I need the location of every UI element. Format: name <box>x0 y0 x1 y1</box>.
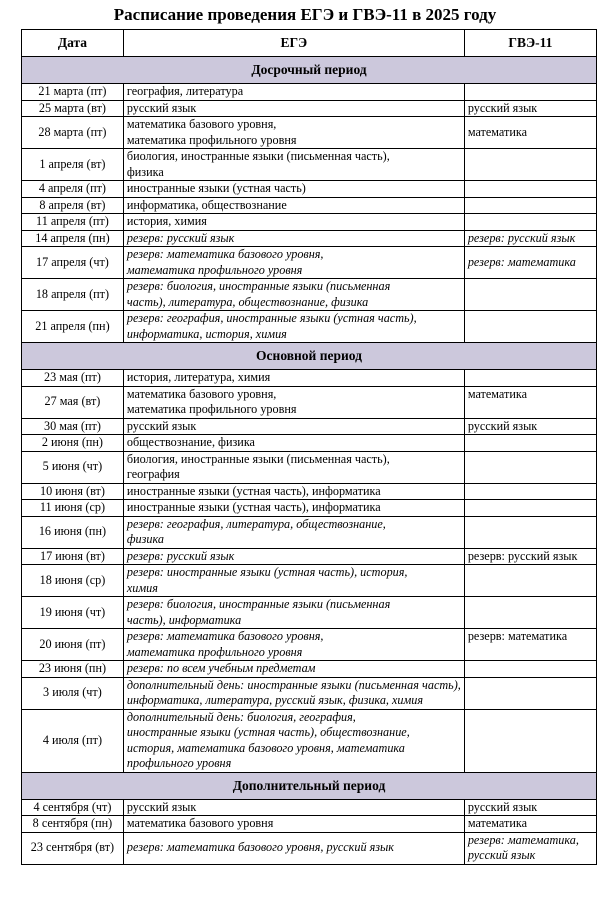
gve-cell <box>464 311 596 343</box>
period-header-row <box>22 772 597 799</box>
date-cell: 21 марта (пт) <box>22 84 124 101</box>
ege-cell: дополнительный день: иностранные языки (письменная часть), информатика, литература, русский язык, физика, химия <box>123 677 464 709</box>
date-cell: 11 июня (ср) <box>22 500 124 517</box>
ege-cell: математика базового уровня, математика профильного уровня <box>123 117 464 149</box>
ege-cell: резерв: русский язык <box>123 548 464 565</box>
date-cell: 19 июня (чт) <box>22 597 124 629</box>
header-ege: ЕГЭ <box>123 30 464 57</box>
ege-cell: резерв: русский язык <box>123 230 464 247</box>
date-cell: 18 июня (ср) <box>22 565 124 597</box>
date-cell: 2 июня (пн) <box>22 435 124 452</box>
ege-cell: резерв: биология, иностранные языки (письменная часть), информатика <box>123 597 464 629</box>
table-row <box>22 483 597 500</box>
gve-cell <box>464 677 596 709</box>
table-row <box>22 84 597 101</box>
gve-cell: русский язык <box>464 799 596 816</box>
table-row <box>22 799 597 816</box>
ege-cell: информатика, обществознание <box>123 197 464 214</box>
gve-cell: резерв: русский язык <box>464 230 596 247</box>
date-cell: 27 мая (вт) <box>22 386 124 418</box>
date-cell: 4 сентября (чт) <box>22 799 124 816</box>
ege-cell: русский язык <box>123 100 464 117</box>
ege-cell: обществознание, физика <box>123 435 464 452</box>
gve-cell: русский язык <box>464 418 596 435</box>
ege-cell: русский язык <box>123 418 464 435</box>
period-title: Дополнительный период <box>22 772 597 799</box>
table-row <box>22 832 597 864</box>
date-cell: 28 марта (пт) <box>22 117 124 149</box>
ege-cell: иностранные языки (устная часть), информатика <box>123 500 464 517</box>
gve-cell <box>464 435 596 452</box>
date-cell: 10 июня (вт) <box>22 483 124 500</box>
date-cell: 17 апреля (чт) <box>22 247 124 279</box>
table-row <box>22 709 597 772</box>
gve-cell <box>464 181 596 198</box>
gve-cell <box>464 197 596 214</box>
date-cell: 30 мая (пт) <box>22 418 124 435</box>
ege-cell: резерв: биология, иностранные языки (письменная часть), литература, обществознание, физика <box>123 279 464 311</box>
date-cell: 21 апреля (пн) <box>22 311 124 343</box>
ege-cell: иностранные языки (устная часть) <box>123 181 464 198</box>
period-header-row <box>22 57 597 84</box>
date-cell: 16 июня (пн) <box>22 516 124 548</box>
ege-cell: история, химия <box>123 214 464 231</box>
date-cell: 23 сентября (вт) <box>22 832 124 864</box>
date-cell: 25 марта (вт) <box>22 100 124 117</box>
table-row <box>22 370 597 387</box>
gve-cell <box>464 483 596 500</box>
gve-cell <box>464 451 596 483</box>
table-row <box>22 597 597 629</box>
gve-cell <box>464 214 596 231</box>
date-cell: 17 июня (вт) <box>22 548 124 565</box>
table-row <box>22 197 597 214</box>
gve-cell <box>464 500 596 517</box>
date-cell: 14 апреля (пн) <box>22 230 124 247</box>
date-cell: 4 апреля (пт) <box>22 181 124 198</box>
header-date: Дата <box>22 30 124 57</box>
ege-cell: математика базового уровня, математика профильного уровня <box>123 386 464 418</box>
table-row <box>22 418 597 435</box>
table-row <box>22 181 597 198</box>
table-row <box>22 500 597 517</box>
ege-cell: резерв: по всем учебным предметам <box>123 661 464 678</box>
ege-cell: русский язык <box>123 799 464 816</box>
gve-cell: математика <box>464 386 596 418</box>
table-row <box>22 548 597 565</box>
table-row <box>22 565 597 597</box>
gve-cell <box>464 279 596 311</box>
gve-cell: русский язык <box>464 100 596 117</box>
header-row <box>22 30 597 57</box>
table-row <box>22 629 597 661</box>
table-row <box>22 435 597 452</box>
date-cell: 8 сентября (пн) <box>22 816 124 833</box>
gve-cell: математика <box>464 816 596 833</box>
table-row <box>22 816 597 833</box>
ege-cell: история, литература, химия <box>123 370 464 387</box>
table-row <box>22 247 597 279</box>
table-row <box>22 386 597 418</box>
table-row <box>22 661 597 678</box>
table-row <box>22 149 597 181</box>
gve-cell: резерв: математика <box>464 247 596 279</box>
gve-cell: математика <box>464 117 596 149</box>
date-cell: 1 апреля (вт) <box>22 149 124 181</box>
gve-cell <box>464 149 596 181</box>
date-cell: 5 июня (чт) <box>22 451 124 483</box>
gve-cell <box>464 565 596 597</box>
table-row <box>22 451 597 483</box>
ege-cell: математика базового уровня <box>123 816 464 833</box>
gve-cell: резерв: математика, русский язык <box>464 832 596 864</box>
gve-cell <box>464 370 596 387</box>
date-cell: 8 апреля (вт) <box>22 197 124 214</box>
table-row <box>22 230 597 247</box>
gve-cell: резерв: математика <box>464 629 596 661</box>
gve-cell <box>464 84 596 101</box>
ege-cell: резерв: иностранные языки (устная часть), история, химия <box>123 565 464 597</box>
date-cell: 4 июля (пт) <box>22 709 124 772</box>
table-row <box>22 516 597 548</box>
ege-cell: резерв: математика базового уровня, математика профильного уровня <box>123 629 464 661</box>
ege-cell: биология, иностранные языки (письменная часть), география <box>123 451 464 483</box>
date-cell: 3 июля (чт) <box>22 677 124 709</box>
ege-cell: биология, иностранные языки (письменная часть), физика <box>123 149 464 181</box>
gve-cell <box>464 597 596 629</box>
date-cell: 11 апреля (пт) <box>22 214 124 231</box>
gve-cell <box>464 709 596 772</box>
table-row <box>22 677 597 709</box>
schedule-table <box>21 29 597 865</box>
period-title: Досрочный период <box>22 57 597 84</box>
table-row <box>22 279 597 311</box>
table-row <box>22 311 597 343</box>
date-cell: 20 июня (пт) <box>22 629 124 661</box>
ege-cell: география, литература <box>123 84 464 101</box>
ege-cell: иностранные языки (устная часть), информатика <box>123 483 464 500</box>
gve-cell <box>464 516 596 548</box>
table-row <box>22 214 597 231</box>
ege-cell: резерв: математика базового уровня, русский язык <box>123 832 464 864</box>
gve-cell: резерв: русский язык <box>464 548 596 565</box>
period-header-row <box>22 343 597 370</box>
date-cell: 23 мая (пт) <box>22 370 124 387</box>
table-row <box>22 117 597 149</box>
ege-cell: дополнительный день: биология, география, иностранные языки (устная часть), обществознание, история, математика базового уровня, математика профильного уровня <box>123 709 464 772</box>
date-cell: 18 апреля (пт) <box>22 279 124 311</box>
period-title: Основной период <box>22 343 597 370</box>
document-title: Расписание проведения ЕГЭ и ГВЭ-11 в 2025 году <box>113 5 497 24</box>
ege-cell: резерв: математика базового уровня, математика профильного уровня <box>123 247 464 279</box>
gve-cell <box>464 661 596 678</box>
date-cell: 23 июня (пн) <box>22 661 124 678</box>
header-gve: ГВЭ-11 <box>464 30 596 57</box>
ege-cell: резерв: география, литература, обществознание, физика <box>123 516 464 548</box>
ege-cell: резерв: география, иностранные языки (устная часть), информатика, история, химия <box>123 311 464 343</box>
table-row <box>22 100 597 117</box>
